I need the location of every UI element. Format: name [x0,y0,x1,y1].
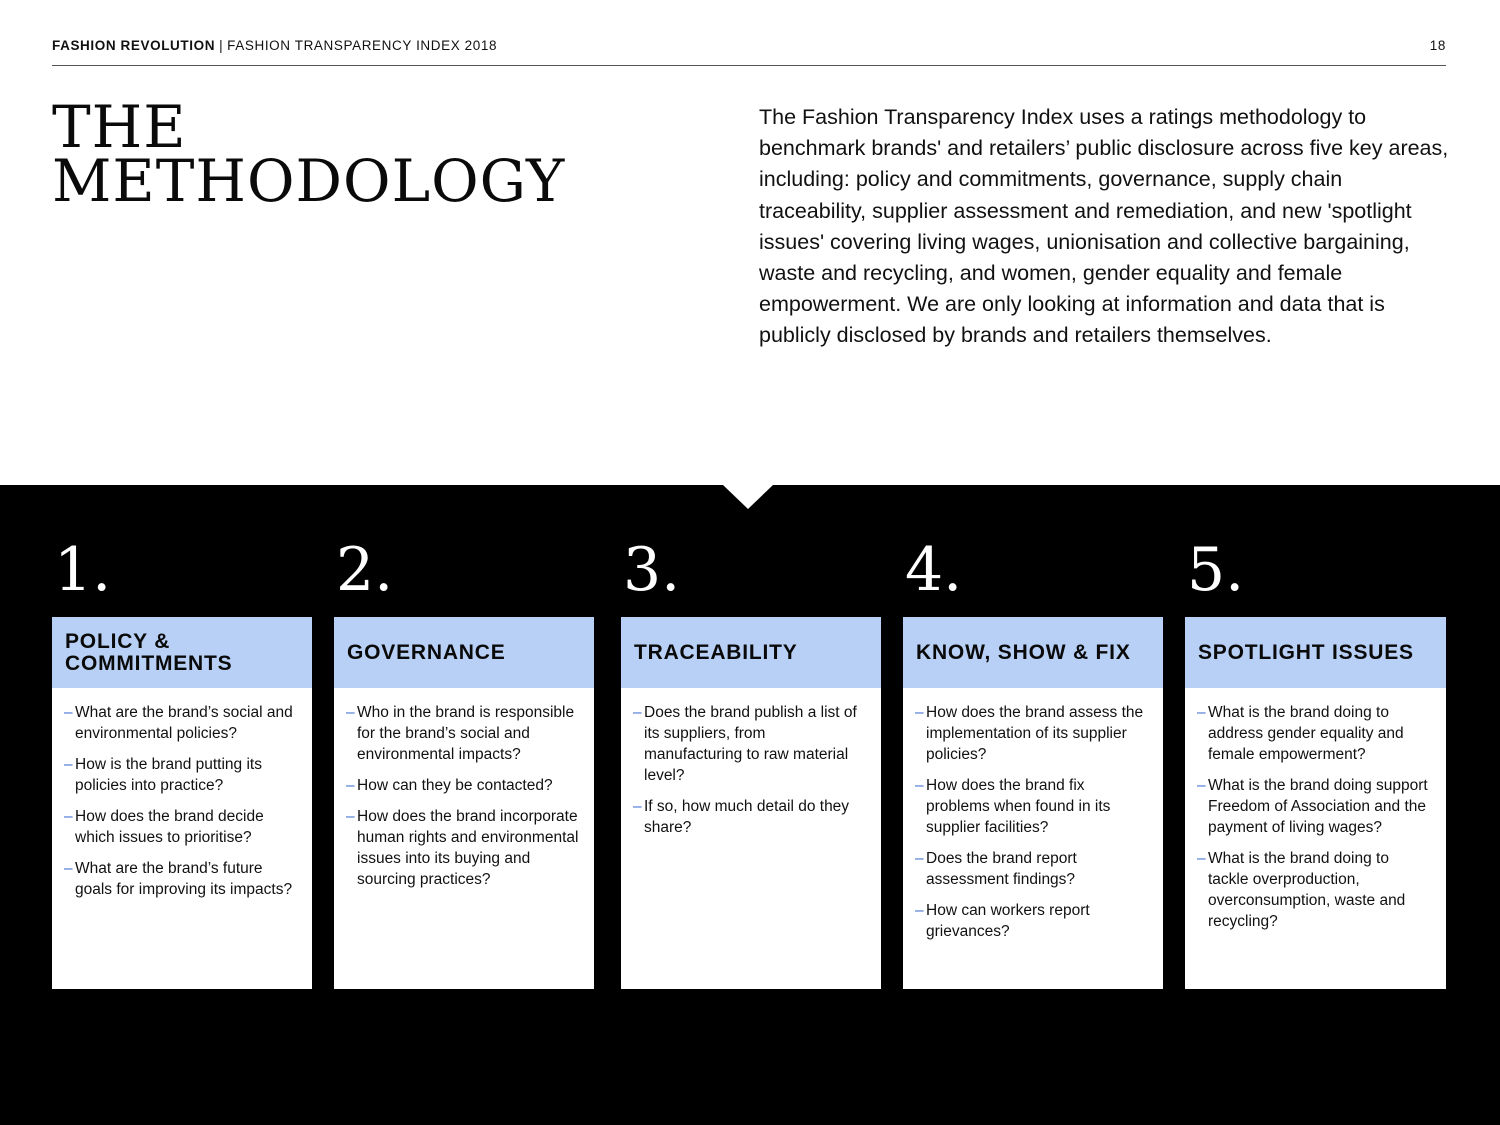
dash-bullet-icon: – [633,704,642,721]
area-card [52,617,312,989]
area-number: 2. [336,535,394,605]
question-list [621,688,881,838]
dash-bullet-icon: – [64,808,73,825]
dash-bullet-icon: – [346,777,355,794]
dash-bullet-icon: – [915,777,924,794]
area-number: 3. [623,535,681,605]
dash-bullet-icon: – [64,756,73,773]
dash-bullet-icon: – [1197,777,1206,794]
area-card-header [52,617,312,688]
header-separator: | [219,38,224,53]
dash-bullet-icon: – [915,850,924,867]
area-title: TRACEABILITY [634,640,798,664]
question-list [1185,688,1446,932]
header-brand: FASHION REVOLUTION [52,38,216,53]
header-report-title: FASHION TRANSPARENCY INDEX 2018 [227,38,498,53]
question-item: – If so, how much detail do they share? [633,798,850,836]
page-title [52,93,566,215]
question-item: – Does the brand report assessment findings? [915,850,1077,888]
area-number: 5. [1187,535,1245,605]
dash-bullet-icon: – [633,798,642,815]
question-item: – How does the brand assess the implementation of its supplier policies? [915,704,1144,763]
dash-bullet-icon: – [1197,850,1206,867]
page-number: 18 [1429,38,1446,53]
question-item: – What is the brand doing to address gender equality and female empowerment? [1197,704,1404,763]
area-title: GOVERNANCE [347,640,506,664]
dash-bullet-icon: – [915,704,924,721]
area-card-header [903,617,1163,688]
area-card [1185,617,1446,989]
dash-bullet-icon: – [1197,704,1206,721]
question-item: – Does the brand publish a list of its suppliers, from manufacturing to raw material level? [633,704,857,784]
page-title-line-2: METHODOLOGY [52,147,566,215]
running-header [52,38,1446,66]
question-list [903,688,1163,942]
question-list [334,688,594,890]
area-number: 4. [905,535,963,605]
dash-bullet-icon: – [346,704,355,721]
page-title-line-1: THE [52,93,187,161]
question-item: – What are the brand’s social and environmental policies? [64,704,293,742]
dash-bullet-icon: – [346,808,355,825]
area-card-header [1185,617,1446,688]
area-card-header [334,617,594,688]
area-card [903,617,1163,989]
question-list [52,688,312,900]
question-item: – How does the brand decide which issues to prioritise? [64,808,264,846]
question-item: – What are the brand’s future goals for improving its impacts? [64,860,293,898]
area-card-header [621,617,881,688]
area-title: SPOTLIGHT ISSUES [1198,640,1414,664]
intro-paragraph: The Fashion Transparency Index uses a ratings methodology to benchmark brands' and retailers’ public disclosure across five key areas, including: policy and commitments, governance, supply chain traceability, supplier assessment and remediation, and new 'spotlight issues' covering living wages, unionisation and collective bargaining, waste and recycling, and women, gender equality and female empowerment. We are only looking at information and data that is publicly disclosed by brands and retailers themselves. [759,105,1449,348]
area-title: KNOW, SHOW & FIX [916,640,1131,664]
question-item: – What is the brand doing to tackle overproduction, overconsumption, waste and recycling? [1197,850,1406,930]
dash-bullet-icon: – [64,704,73,721]
area-card [621,617,881,989]
question-item: – How can they be contacted? [346,777,553,794]
question-item: – How does the brand incorporate human rights and environmental issues into its buying and sourcing practices? [346,808,579,888]
question-item: – Who in the brand is responsible for the brand’s social and environmental impacts? [346,704,575,763]
question-item: – How does the brand fix problems when found in its supplier facilities? [915,777,1111,836]
dash-bullet-icon: – [915,902,924,919]
dash-bullet-icon: – [64,860,73,877]
question-item: – How is the brand putting its policies into practice? [64,756,262,794]
question-item: – What is the brand doing support Freedom of Association and the payment of living wages? [1197,777,1428,836]
band-notch [723,485,773,509]
area-card [334,617,594,989]
area-number: 1. [54,535,112,605]
area-title: POLICY & COMMITMENTS [65,629,233,675]
question-item: – How can workers report grievances? [915,902,1090,940]
